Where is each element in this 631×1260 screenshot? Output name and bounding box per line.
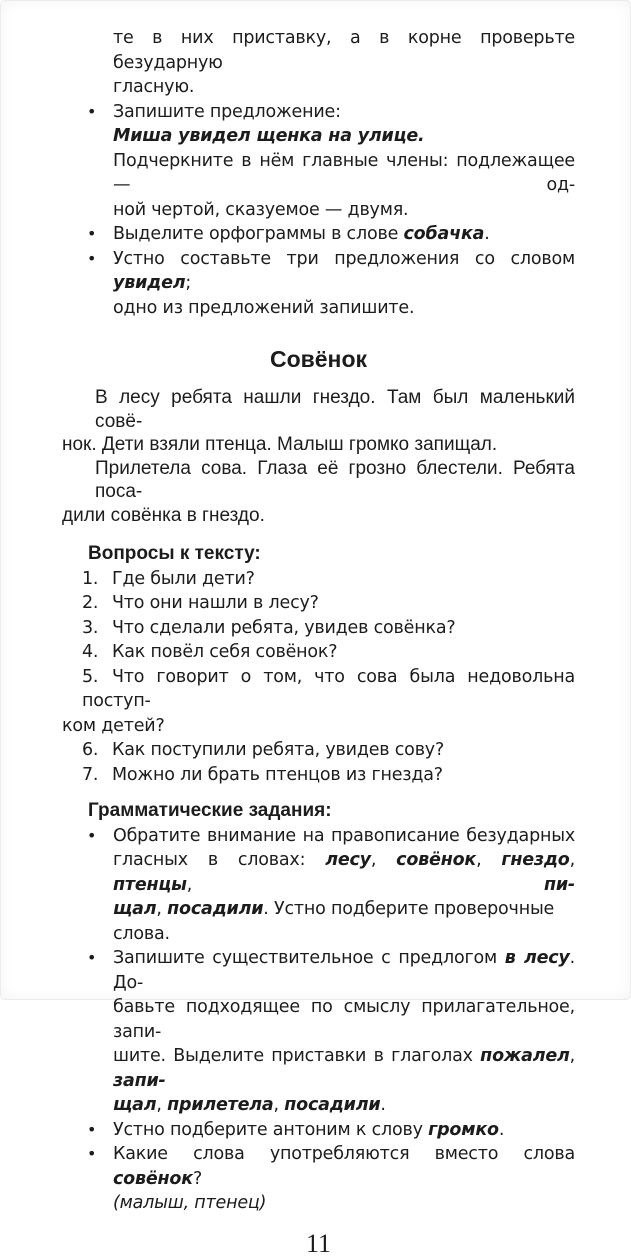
question-item xyxy=(62,665,575,739)
text-segment: громко xyxy=(428,1119,499,1140)
text-segment: гласных в словах: xyxy=(113,850,326,870)
story-title: Совёнок xyxy=(269,346,368,372)
text-segment: Как повёл себя совёнок? xyxy=(112,642,338,662)
text-segment: шите. Выделите приставки в глаголах xyxy=(113,1046,481,1066)
text-segment: , xyxy=(186,874,544,895)
bullet-item xyxy=(62,1142,575,1216)
text-segment: гнездо xyxy=(501,850,570,870)
text-segment: прилетела xyxy=(167,1095,274,1115)
text-segment: Запишите существительное с предлогом xyxy=(113,948,505,968)
bullet-item xyxy=(62,26,575,100)
page-number: 11 xyxy=(305,1228,332,1258)
questions-list xyxy=(62,567,575,788)
text-line xyxy=(113,149,575,198)
bullet-item xyxy=(62,946,575,1118)
bullet-icon: • xyxy=(87,948,97,967)
text-line xyxy=(113,1191,575,1216)
text-line xyxy=(62,433,575,457)
text-segment: пожалел xyxy=(480,1046,570,1066)
text-segment: . xyxy=(498,1119,505,1140)
bullet-item xyxy=(62,222,575,247)
text-segment: посадили xyxy=(284,1095,381,1115)
text-segment: , xyxy=(156,1095,168,1115)
text-segment: Выделите орфограммы в слове xyxy=(113,224,404,244)
bullet-item xyxy=(62,1118,575,1143)
bullet-item xyxy=(62,100,575,223)
text-segment: совёнок xyxy=(113,1168,193,1189)
text-line xyxy=(113,946,575,995)
text-line xyxy=(62,640,575,665)
text-line xyxy=(113,124,575,149)
question-number: 2. xyxy=(82,593,99,613)
question-item xyxy=(62,616,575,641)
text-segment: , xyxy=(569,1046,575,1066)
text-line xyxy=(113,247,575,296)
text-segment: Что говорит о том, что сова была недовольна поступ- xyxy=(82,666,575,711)
bullet-item xyxy=(62,247,575,321)
story-paragraph xyxy=(62,457,575,528)
bullet-icon: • xyxy=(87,1144,97,1163)
text-segment: Что сделали ребята, увидев совёнка? xyxy=(112,617,456,638)
story-text xyxy=(62,386,575,527)
text-segment: гласную. xyxy=(113,77,195,97)
text-line xyxy=(62,616,575,641)
text-line xyxy=(62,665,575,714)
question-number: 3. xyxy=(82,617,99,638)
text-segment: Миша увидел щенка на улице. xyxy=(113,126,425,146)
text-segment: ной чертой, сказуемое — двумя. xyxy=(113,199,409,220)
text-segment: ком детей? xyxy=(62,715,165,736)
text-line xyxy=(62,386,575,433)
text-line xyxy=(113,897,575,946)
text-segment: Можно ли брать птенцов из гнезда? xyxy=(112,764,443,785)
text-line xyxy=(62,763,575,788)
text-segment: одно из предложений запишите. xyxy=(113,297,415,318)
text-segment: совёнок xyxy=(396,850,477,870)
text-segment: посадили xyxy=(167,899,264,919)
text-segment: в лесу xyxy=(504,948,570,968)
text-segment: Устно подберите антоним к слову xyxy=(113,1119,429,1140)
text-line xyxy=(62,457,575,504)
text-line xyxy=(113,1093,575,1118)
text-segment: . Устно подберите проверочные слова. xyxy=(113,899,555,944)
text-line xyxy=(113,100,575,125)
grammar-task-list xyxy=(62,824,575,1216)
text-segment: , xyxy=(370,850,397,870)
text-segment: , xyxy=(156,899,168,919)
questions-heading: Вопросы к тексту: xyxy=(88,543,261,564)
text-line xyxy=(62,738,575,763)
text-segment: . xyxy=(484,224,490,244)
question-number: 7. xyxy=(82,764,99,785)
question-item xyxy=(62,763,575,788)
question-number: 5. xyxy=(82,666,99,687)
text-line xyxy=(113,26,575,75)
text-segment: запи- xyxy=(113,1070,166,1091)
intro-task-list xyxy=(62,26,575,320)
bullet-icon: • xyxy=(87,825,97,845)
text-segment: нок. Дети взяли птенца. Малыш громко запищал. xyxy=(62,434,498,455)
text-line xyxy=(62,567,575,592)
grammar-heading: Грамматические задания: xyxy=(88,800,332,821)
text-line xyxy=(62,591,575,616)
text-segment: Устно составьте три предложения со словом xyxy=(113,248,575,269)
text-line xyxy=(113,296,575,321)
text-segment: , xyxy=(273,1095,285,1115)
text-line xyxy=(113,75,575,100)
text-segment: бавьте подходящее по смыслу прилагательное, запи- xyxy=(113,997,575,1042)
text-line xyxy=(113,995,575,1044)
text-segment: собачка xyxy=(403,224,485,244)
text-line xyxy=(113,1118,575,1143)
text-segment: Что они нашли в лесу? xyxy=(112,593,319,613)
text-segment: щал xyxy=(113,1095,157,1115)
document-content xyxy=(62,26,575,1216)
text-segment: те в них приставку, а в корне проверьте безударную xyxy=(113,28,575,73)
question-item xyxy=(62,738,575,763)
question-item xyxy=(62,591,575,616)
text-segment: Подчеркните в нём главные члены: подлежащее — од- xyxy=(113,150,575,195)
bullet-icon: • xyxy=(87,1119,97,1139)
question-number: 6. xyxy=(82,740,99,760)
text-segment: Запишите предложение: xyxy=(113,101,341,122)
text-segment: . xyxy=(380,1095,386,1115)
bullet-icon: • xyxy=(87,224,97,243)
question-item xyxy=(62,640,575,665)
question-number: 1. xyxy=(82,568,99,589)
text-segment: Как поступили ребята, увидев сову? xyxy=(112,740,445,760)
text-segment: птенцы xyxy=(113,874,187,895)
question-number: 4. xyxy=(82,642,99,662)
text-line xyxy=(113,1044,575,1093)
text-segment: лесу xyxy=(325,850,371,870)
text-segment: щал xyxy=(113,899,157,919)
text-segment: Обратите внимание на правописание безударных xyxy=(113,825,575,846)
text-line xyxy=(62,714,575,739)
text-segment: дили совёнка в гнездо. xyxy=(62,504,265,526)
text-line xyxy=(113,222,575,247)
bullet-icon: • xyxy=(87,101,97,121)
text-line xyxy=(62,504,575,528)
text-segment: ? xyxy=(192,1168,203,1189)
bullet-icon: • xyxy=(87,248,97,268)
text-segment: (малыш, птенец) xyxy=(113,1193,267,1213)
text-line xyxy=(113,1142,575,1191)
text-segment: . До- xyxy=(113,948,575,993)
story-paragraph xyxy=(62,386,575,457)
text-segment: Где были дети? xyxy=(112,568,255,589)
text-segment: увидел xyxy=(113,273,186,293)
text-segment: В лесу ребята нашли гнездо. Там был маленький совё- xyxy=(95,387,575,432)
text-line xyxy=(113,824,575,849)
text-segment: Прилетела сова. Глаза её грозно блестели. Ребята поса- xyxy=(95,457,575,502)
question-item xyxy=(62,567,575,592)
text-line xyxy=(113,198,575,223)
text-segment: Какие слова употребляются вместо слова xyxy=(113,1144,575,1164)
text-segment: пи- xyxy=(543,874,575,895)
bullet-item xyxy=(62,824,575,947)
text-segment: , xyxy=(476,850,502,870)
text-line xyxy=(113,848,575,897)
text-segment: ; xyxy=(185,273,192,293)
text-segment: , xyxy=(569,850,575,870)
